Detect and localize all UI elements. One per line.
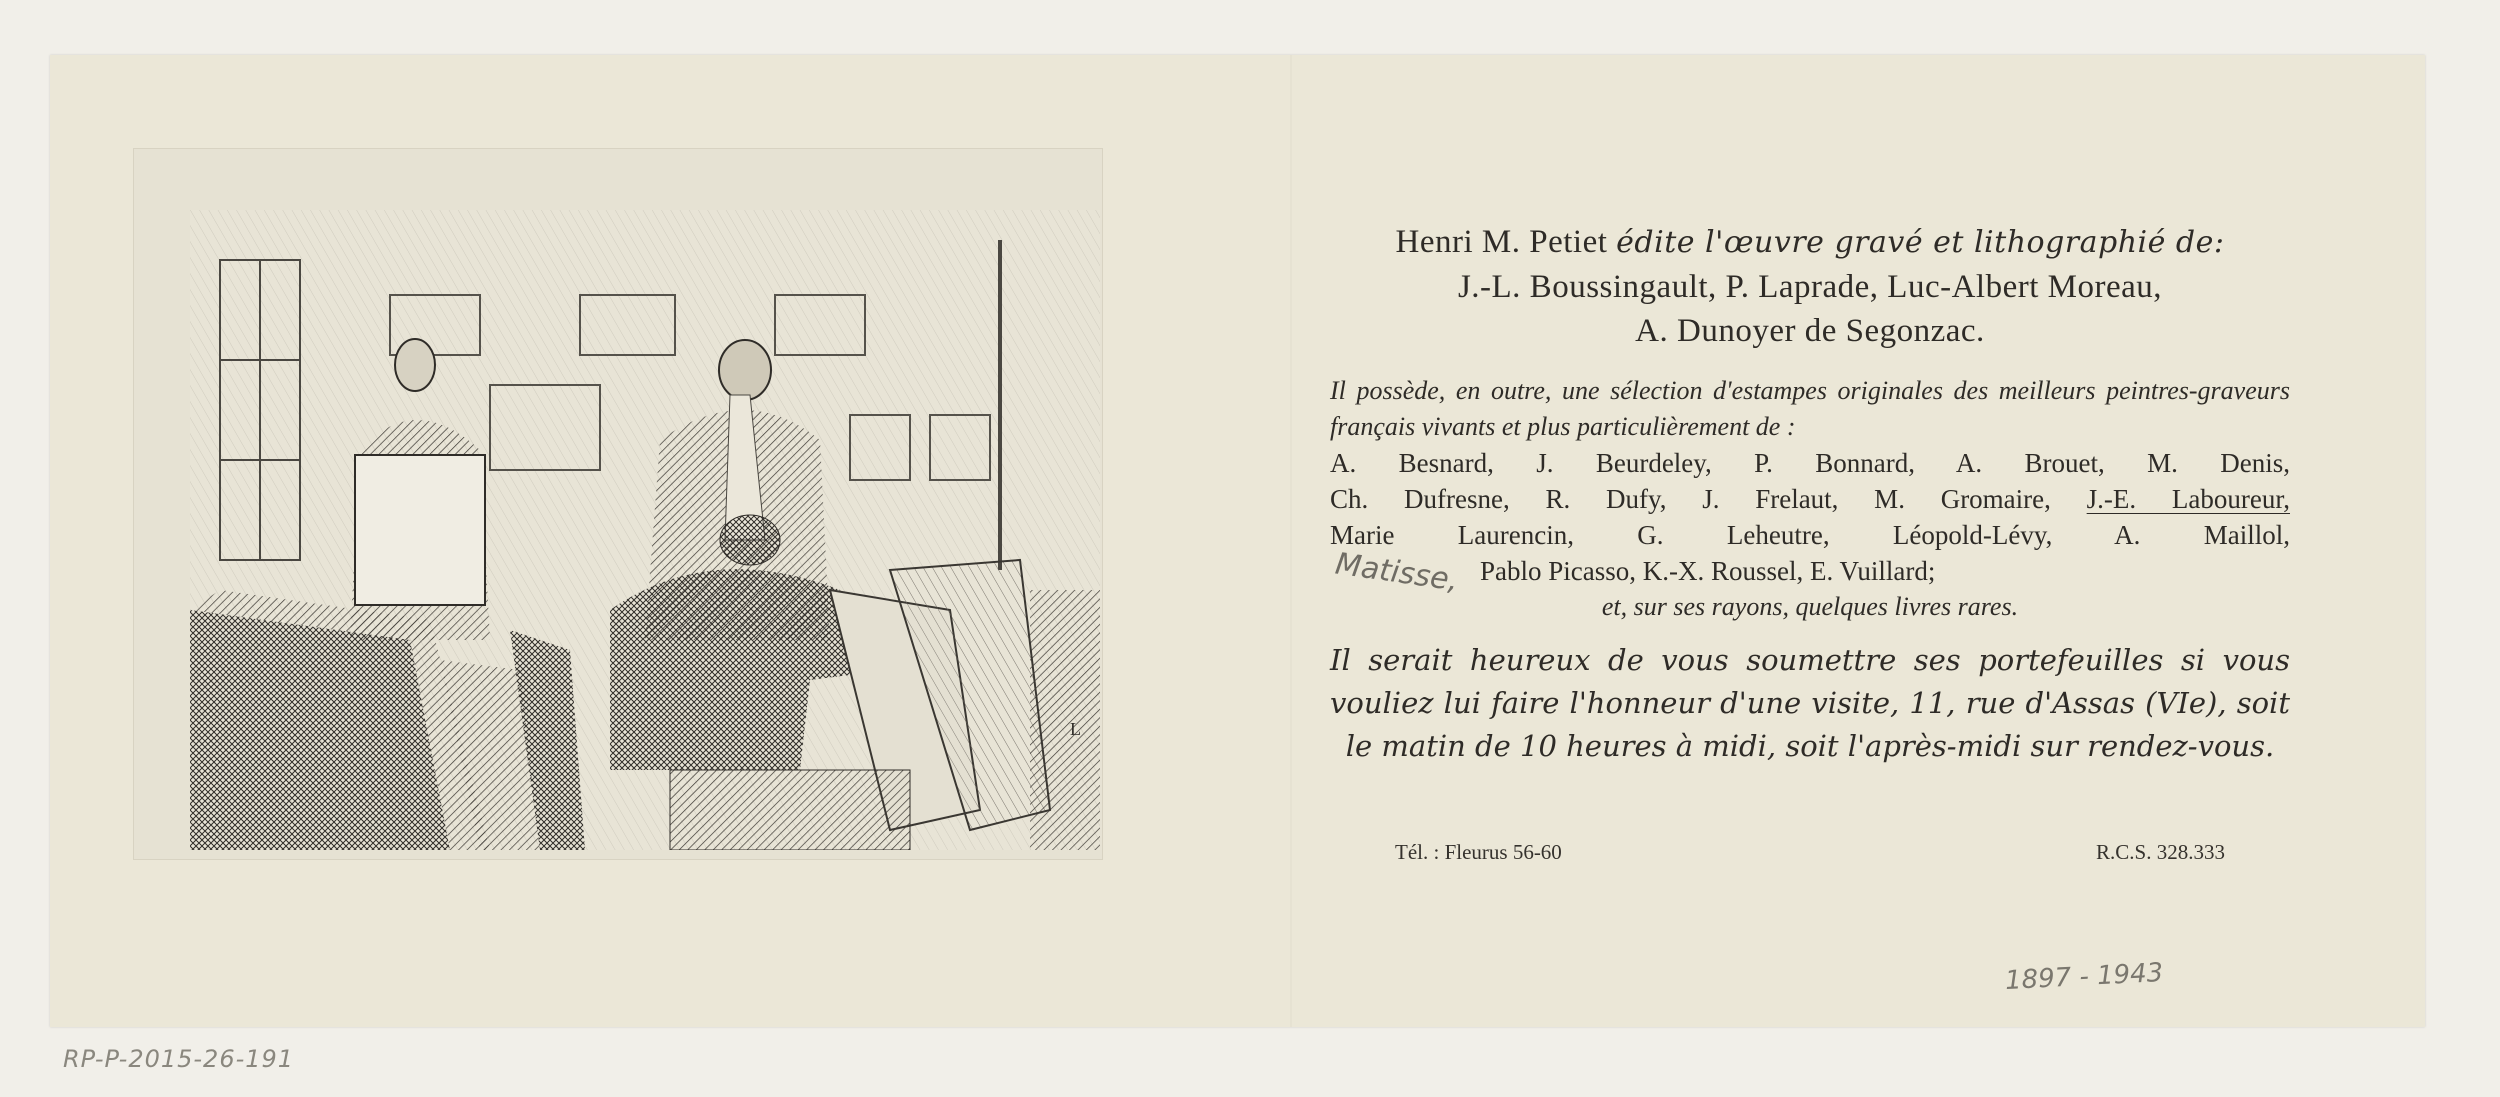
artist-laboureur: J.-E. Laboureur,: [2086, 484, 2290, 514]
announcement-text: [1330, 220, 2290, 768]
publisher-tagline: édite l'œuvre gravé et lithographié de:: [1616, 225, 2225, 260]
heading-line-3: A. Dunoyer de Segonzac.: [1635, 313, 1985, 349]
plate-mark: L: [1070, 719, 1081, 739]
heading-line-2: J.-L. Boussingault, P. Laprade, Luc-Albert Moreau,: [1457, 269, 2163, 305]
invitation-paragraph: Il serait heureux de vous soumettre ses portefeuilles si vous vouliez lui faire l'honneur d'une visite, 11, rue d'Assas (VIe), soit le matin de 10 heures à midi, soit l'après-midi sur rendez-vous.: [1330, 643, 2290, 763]
intro-paragraph: Il possède, en outre, une sélection d'estampes originales des meilleurs peintres-graveurs français vivants et plus particulièrement de :: [1330, 376, 2290, 441]
pencil-note-matisse: Matisse,: [1333, 546, 1461, 599]
telephone: Tél. : Fleurus 56-60: [1395, 840, 1562, 864]
fold-line: [1290, 55, 1292, 1027]
artist-names-line-3: Marie Laurencin, G. Leheutre, Léopold-Lévy, A. Maillol,: [1330, 520, 2290, 550]
heading-line-1: [1330, 220, 2290, 265]
artist-names-line-4: Pablo Picasso, K.-X. Roussel, E. Vuillard;: [1480, 556, 1936, 586]
pencil-note-dates: 1897 - 1943: [2004, 957, 2164, 997]
artist-names-line-1: A. Besnard, J. Beurdeley, P. Bonnard, A. Brouet, M. Denis,: [1330, 448, 2290, 478]
rare-books-line: et, sur ses rayons, quelques livres rares.: [1601, 592, 2019, 621]
rcs-number: R.C.S. 328.333: [2096, 840, 2225, 864]
publisher-name: Henri M. Petiet: [1395, 224, 1617, 260]
card-footer: [1395, 840, 2225, 865]
print-shop-scene: [190, 210, 1100, 850]
etching-illustration: [190, 210, 1100, 850]
artist-names-line-2-start: Ch. Dufresne, R. Dufy, J. Frelaut, M. Gromaire,: [1330, 484, 2087, 514]
inventory-number: RP-P-2015-26-191: [63, 1045, 295, 1073]
artist-names-line-2: [1330, 481, 2290, 517]
